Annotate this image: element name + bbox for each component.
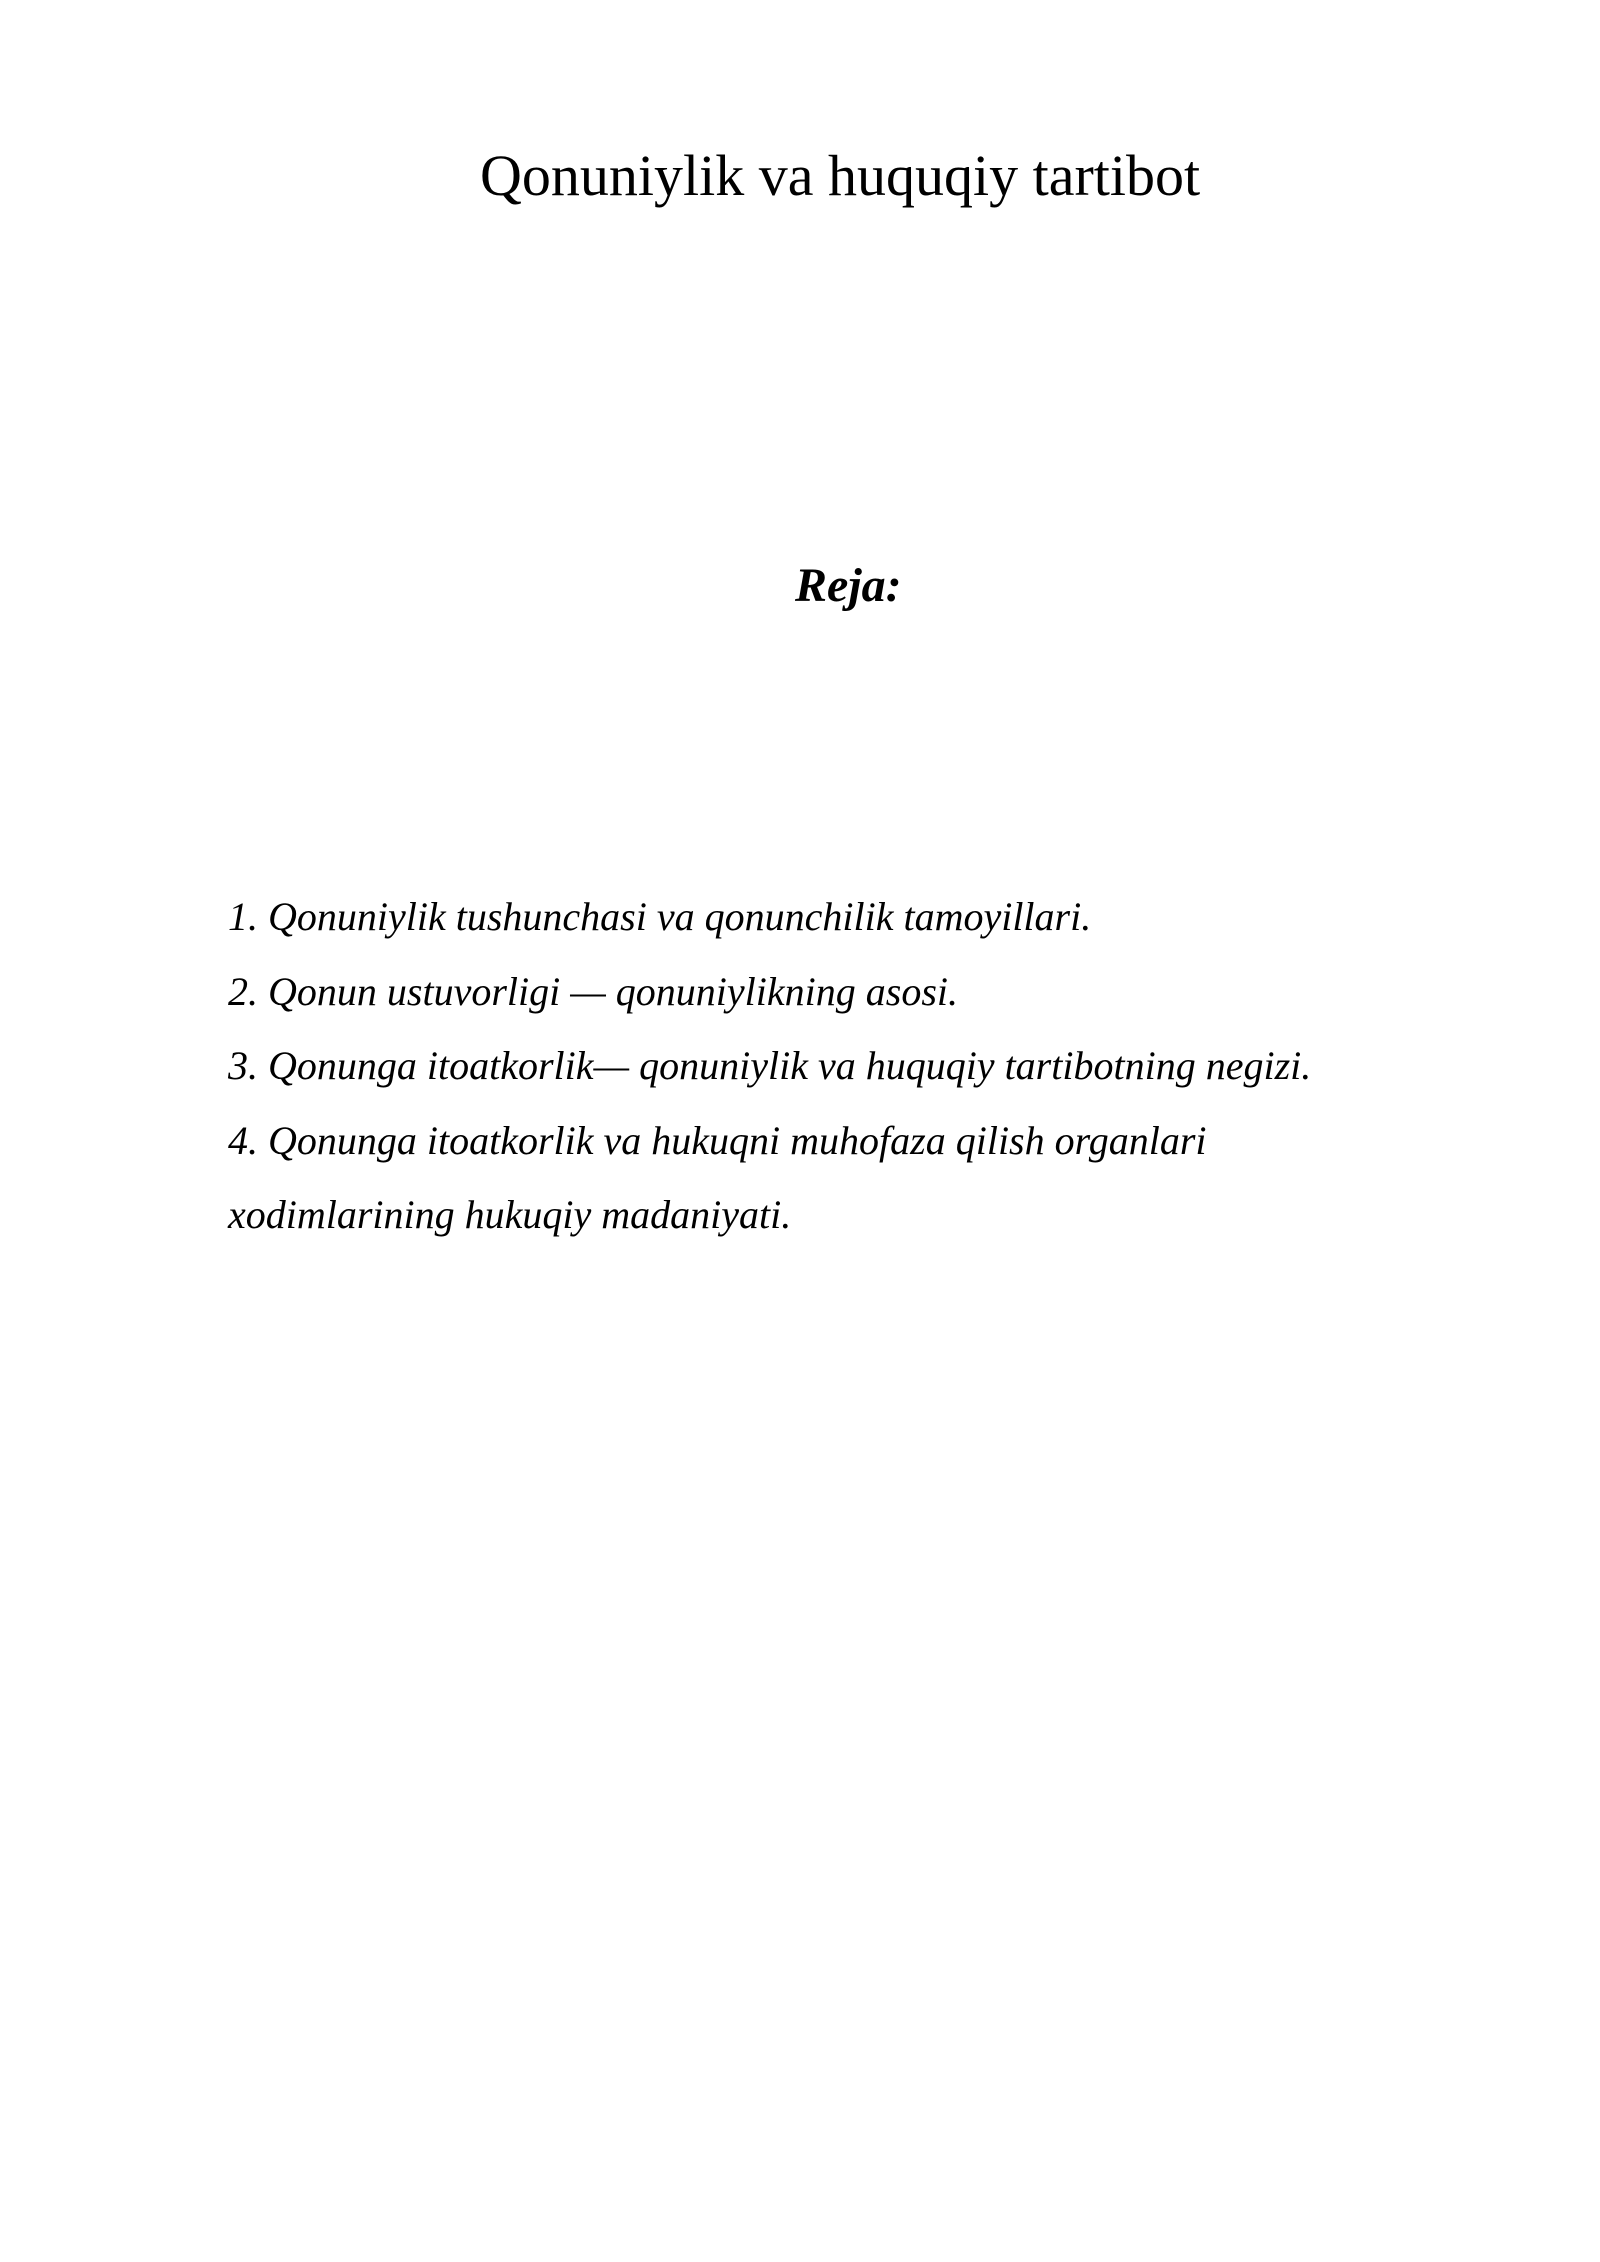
plan-item-text: Qonun ustuvorligi — qonuniylikning asosi. (268, 968, 958, 1014)
plan-item-text: Qonunga itoatkorlik va hukuqni muhofaza qilish organlari (268, 1117, 1207, 1163)
plan-item-continuation: xodimlarining hukuqiy madaniyati. (228, 1192, 792, 1237)
plan-item-number: 1. (228, 894, 258, 939)
plan-item-number: 3. (228, 1043, 258, 1088)
plan-item-number: 4. (228, 1117, 258, 1163)
document-title: Qonuniylik va huquqiy tartibot (480, 143, 1201, 208)
plan-item-number: 2. (228, 968, 258, 1014)
plan-item-text: Qonunga itoatkorlik— qonuniylik va huquqiy tartibotning negizi. (268, 1043, 1312, 1088)
plan-heading: Reja: (795, 559, 902, 612)
plan-list (228, 880, 1408, 1253)
plan-item-text: Qonuniylik tushunchasi va qonunchilik tamoyillari. (268, 894, 1092, 939)
plan-item-4 (228, 1104, 1408, 1253)
plan-item-2 (228, 955, 1408, 1030)
plan-item-1 (228, 880, 1408, 955)
plan-item-3 (228, 1029, 1408, 1104)
